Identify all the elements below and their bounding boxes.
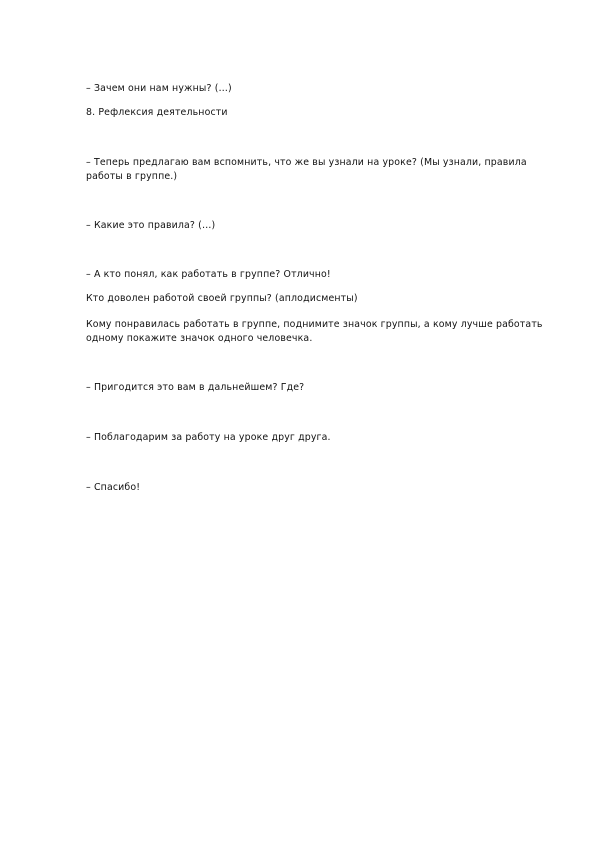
section-heading-reflection: 8. Рефлексия деятельности	[86, 107, 228, 118]
paragraph-recall-lesson: – Теперь предлагаю вам вспомнить, что же вы узнали на уроке? (Мы узнали, правила работы в группе.)	[86, 157, 527, 182]
paragraph-thank-you: – Спасибо!	[86, 482, 141, 493]
paragraph-will-it-be-useful: – Пригодится это вам в дальнейшем? Где?	[86, 382, 305, 393]
paragraph-show-badge: Кому понравилась работать в группе, поднимите значок группы, а кому лучше работать одному покажите значок одного человечка.	[86, 319, 543, 344]
paragraph-thank-each-other: – Поблагодарим за работу на уроке друг друга.	[86, 432, 331, 443]
paragraph-question-why-needed: – Зачем они нам нужны? (…)	[86, 83, 232, 94]
paragraph-group-satisfaction: Кто доволен работой своей группы? (аплодисменты)	[86, 293, 358, 304]
paragraph-which-rules: – Какие это правила? (…)	[86, 220, 216, 231]
paragraph-who-understood: – А кто понял, как работать в группе? Отлично!	[86, 269, 331, 280]
